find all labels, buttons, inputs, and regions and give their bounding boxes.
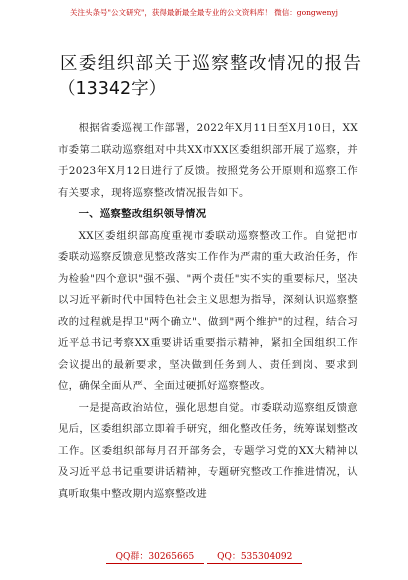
body-paragraph: 一是提高政治站位，强化思想自觉。市委联动巡察组反馈意见后，区委组织部立即着手研究，细化整改任务，统筹谋划整改工作。区委组织部每月召开部务会，专题学习党的XX大精神以及习近平总书记重要讲话精神，专题研究整改工作推进情况，认真听取集中整改期内巡察整改进: [58, 401, 358, 500]
document-title: 区委组织部关于巡察整改情况的报告: [60, 54, 363, 74]
qq-info: [207, 551, 302, 564]
body-paragraph: XX区委组织部高度重视市委联动巡察整改工作。自觉把市委联动巡察反馈意见整改落实工作作为严肃的重大政治任务，作为检验"四个意识"强不强、"两个责任"实不实的重要标尺，坚决以习近平新时代中国特色社会主义思想为指导，深刻认识巡察整改的过程就是捍卫"两个确立"、做到"两个维护"的过程，结合习近平总书记考察XX重要讲话重要指示精神，紧扣全国组织工作会议提出的最新要求，坚决做到任务到人、责任到岗、要求到位，确保全面从严、全面过硬抓好巡察整改。: [58, 229, 358, 392]
qq-number: 535304092: [240, 552, 293, 562]
contact-footer: [0, 551, 408, 564]
qq-group-number: 30265665: [148, 552, 195, 562]
qq-label: QQ：: [217, 552, 241, 562]
intro-paragraph: 根据省委巡视工作部署，2022年X月11日至X月10日，XX市委第二联动巡察组对中共XX市XX区委组织部开展了巡察，并于2023年X月12日进行了反馈。按照党务公开原则和巡察工作有关要求，现将巡察整改情况报告如下。: [58, 122, 358, 199]
document-subtitle: （13342字）: [58, 79, 167, 99]
promo-banner: 关注头条号"公文研究"，获得最新最全最专业的公文资料库！ 微信：gongwenyj: [70, 8, 338, 17]
qq-group-label: QQ群：: [115, 552, 149, 562]
document-body: [58, 118, 358, 505]
section-heading: 一、巡察整改组织领导情况: [78, 208, 207, 220]
qq-group-info: [106, 551, 205, 564]
